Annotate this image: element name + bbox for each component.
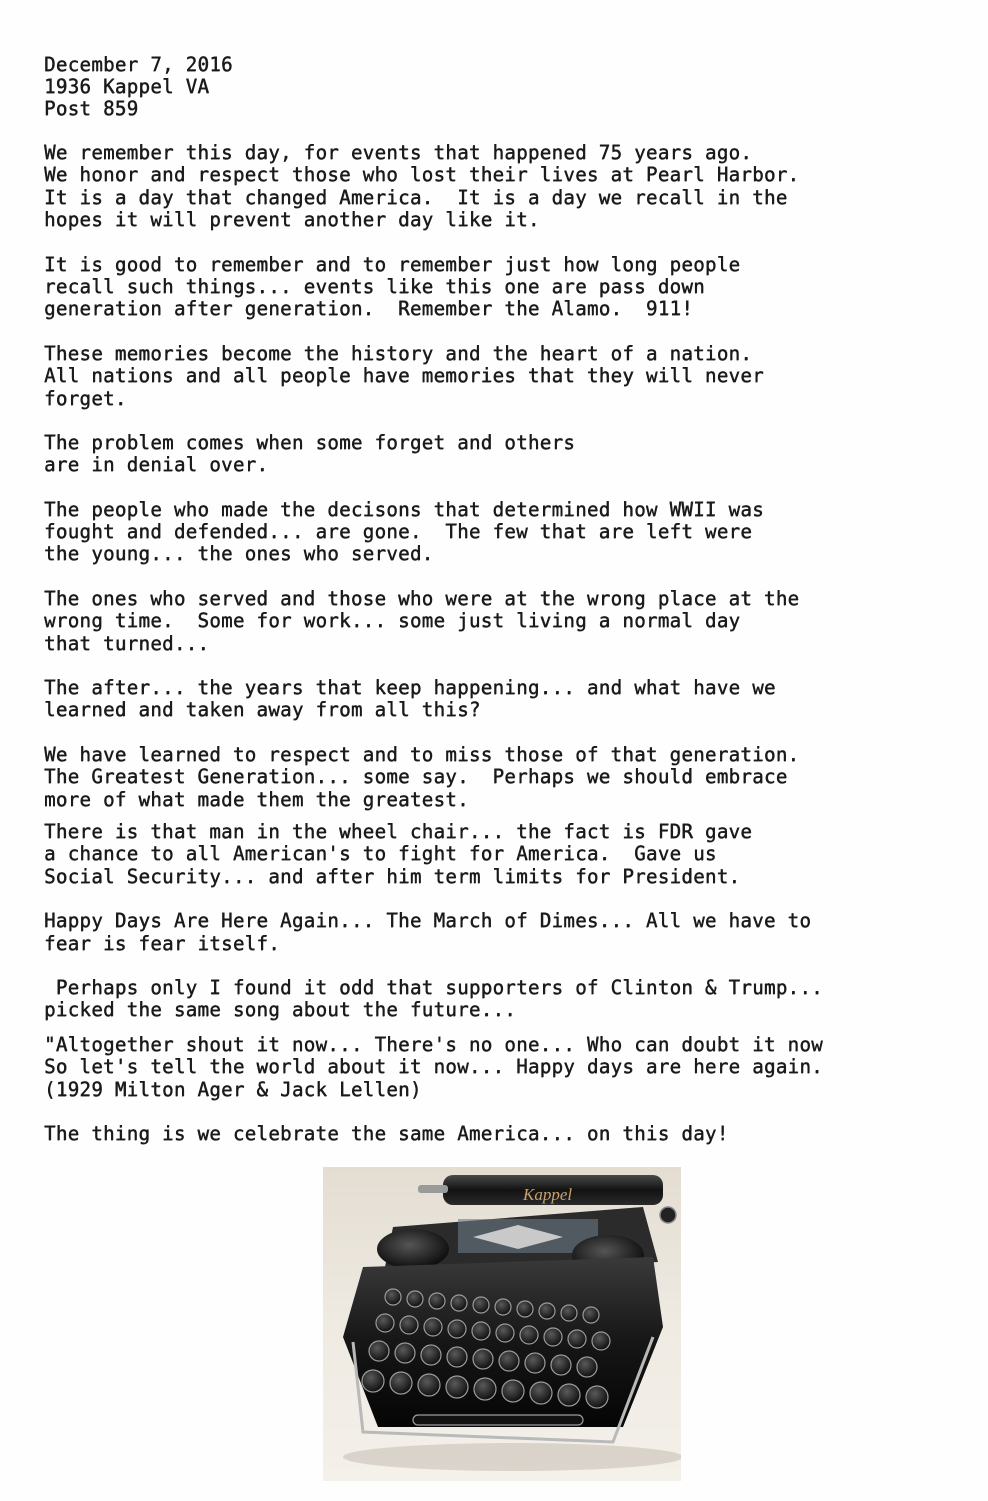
text-line: that turned... <box>44 631 210 655</box>
text-line: are in denial over. <box>44 453 269 477</box>
text-line: The people who made the decisons that determined how WWII was <box>44 497 764 521</box>
text-line: The thing is we celebrate the same America... on this day! <box>44 1121 729 1145</box>
text-line: forget. <box>44 386 127 410</box>
text-line: "Altogether shout it now... There's no one... Who can doubt it now <box>44 1032 823 1056</box>
paragraph-problem <box>44 432 954 477</box>
text-line: wrong time. Some for work... some just living a normal day <box>44 609 741 633</box>
text-line: picked the same song about the future... <box>44 998 517 1022</box>
brand-logo: Kappel <box>523 1185 573 1204</box>
text-line: hopes it will prevent another day like it. <box>44 208 540 232</box>
text-line: Perhaps only I found it odd that supporters of Clinton & Trump... <box>44 975 823 999</box>
paragraph-fdr <box>44 821 954 888</box>
platen-knob <box>660 1207 676 1223</box>
text-line: We honor and respect those who lost their lives at Pearl Harbor. <box>44 163 800 187</box>
text-line: a chance to all American's to fight for America. Gave us <box>44 842 717 866</box>
paragraph-closing <box>44 1123 954 1145</box>
text-line: It is a day that changed America. It is a day we recall in the <box>44 185 788 209</box>
text-line: These memories become the history and the heart of a nation. <box>44 341 753 365</box>
text-line: The Greatest Generation... some say. Perhaps we should embrace <box>44 765 788 789</box>
text-line: There is that man in the wheel chair... the fact is FDR gave <box>44 819 753 843</box>
text-line: We remember this day, for events that happened 75 years ago. <box>44 141 753 164</box>
text-line: All nations and all people have memories that they will never <box>44 364 764 388</box>
paragraph-the-after <box>44 677 954 722</box>
header-typewriter: 1936 Kappel VA <box>44 75 210 98</box>
paragraph-wwii <box>44 499 954 566</box>
carriage-lever <box>418 1185 448 1193</box>
header-date: December 7, 2016 <box>44 53 233 76</box>
text-line: The after... the years that keep happening... and what have we <box>44 676 776 700</box>
text-line: fear is fear itself. <box>44 931 281 955</box>
paragraph-happy-days <box>44 910 954 955</box>
left-spool <box>377 1229 449 1269</box>
text-line: It is good to remember and to remember just how long people <box>44 252 741 276</box>
text-line: Happy Days Are Here Again... The March of Dimes... All we have to <box>44 909 812 933</box>
text-line: We have learned to respect and to miss those of that generation. <box>44 742 800 766</box>
paragraph-remember <box>44 142 954 232</box>
letter-header <box>44 54 954 120</box>
text-line: fought and defended... are gone. The few that are left were <box>44 520 753 544</box>
paragraph-clinton-trump <box>44 977 954 1022</box>
text-line: The ones who served and those who were at the wrong place at the <box>44 586 800 610</box>
text-line: Social Security... and after him term limits for President. <box>44 864 741 888</box>
text-line: learned and taken away from all this? <box>44 698 481 722</box>
text-line: (1929 Milton Ager & Jack Lellen) <box>44 1077 422 1101</box>
text-line: more of what made them the greatest. <box>44 787 469 811</box>
shadow <box>343 1443 681 1471</box>
text-line: the young... the ones who served. <box>44 542 434 566</box>
spacebar <box>413 1415 583 1425</box>
text-line: recall such things... events like this one are pass down <box>44 274 705 298</box>
text-line: So let's tell the world about it now... Happy days are here again. <box>44 1055 823 1079</box>
paragraph-memories <box>44 343 954 410</box>
paragraph-good-to-remember <box>44 254 954 321</box>
typed-letter <box>44 54 954 1145</box>
paragraph-greatest-generation <box>44 744 954 811</box>
text-line: generation after generation. Remember the Alamo. 911! <box>44 297 694 321</box>
text-line: The problem comes when some forget and others <box>44 430 576 454</box>
header-post-number: Post 859 <box>44 97 139 120</box>
typewriter-photo <box>323 1167 681 1481</box>
paragraph-those-who-served <box>44 588 954 655</box>
typewriter-illustration <box>323 1167 681 1481</box>
paragraph-song-lyrics <box>44 1034 954 1101</box>
